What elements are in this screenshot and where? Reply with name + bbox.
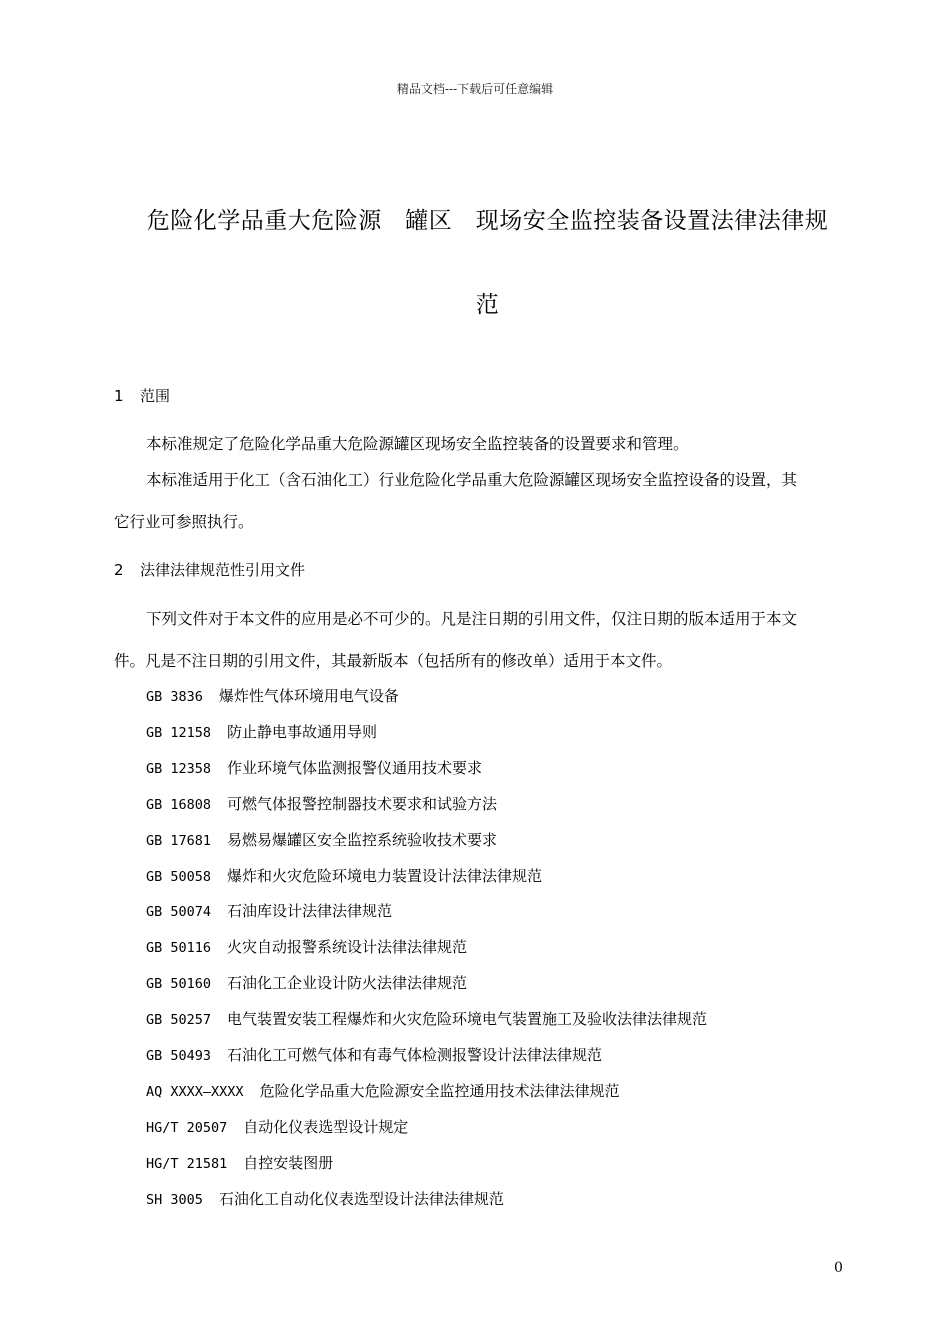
reference-item <box>146 758 482 779</box>
reference-code: HG/T 20507 <box>146 1119 228 1136</box>
reference-code: GB 50116 <box>146 940 212 957</box>
reference-code: GB 50074 <box>146 904 212 921</box>
reference-title: 石油化工可燃气体和有毒气体检测报警设计法律法律规范 <box>227 1046 603 1064</box>
page-header: 精品文档---下载后可任意编辑 <box>396 82 554 96</box>
reference-item <box>146 686 399 707</box>
reference-title: 火灾自动报警系统设计法律法律规范 <box>227 938 468 957</box>
reference-code: GB 16808 <box>146 796 212 813</box>
document-title-line1: 危险化学品重大危险源 罐区 现场安全监控装备设置法律法律规 <box>146 208 829 234</box>
paragraph-applicability-line1: 本标准适用于化工（含石油化工）行业危险化学品重大危险源罐区现场安全监控设备的设置，其 <box>146 471 798 489</box>
reference-title: 电气装置安装工程爆炸和火灾危险环境电气装置施工及验收法律法律规范 <box>227 1010 708 1029</box>
paragraph-references-line1: 下列文件对于本文件的应用是必不可少的。凡是注日期的引用文件，仅注日期的版本适用于本文 <box>146 610 798 628</box>
section-2-heading <box>114 560 305 580</box>
reference-item <box>146 1081 620 1102</box>
reference-code: SH 3005 <box>146 1191 203 1208</box>
reference-item <box>146 901 392 922</box>
reference-code: GB 3836 <box>146 689 203 705</box>
reference-title: 石油化工自动化仪表选型设计法律法律规范 <box>218 1189 504 1208</box>
reference-item <box>146 1009 707 1030</box>
reference-title: 爆炸和火灾危险环境电力装置设计法律法律规范 <box>227 866 543 885</box>
reference-code: HG/T 21581 <box>146 1155 228 1172</box>
reference-item <box>146 830 497 851</box>
reference-item <box>146 937 467 958</box>
reference-title: 石油库设计法律法律规范 <box>227 902 393 921</box>
reference-code: AQ XXXX—XXXX <box>146 1083 244 1100</box>
section-title: 范围 <box>140 387 171 405</box>
section-1-heading <box>114 386 170 406</box>
reference-item <box>146 1189 504 1210</box>
reference-title: 易燃易爆罐区安全监控系统验收技术要求 <box>227 830 498 849</box>
reference-code: GB 50058 <box>146 868 212 885</box>
paragraph-applicability-line2: 它行业可参照执行。 <box>114 513 254 531</box>
reference-item <box>146 1153 333 1174</box>
section-number: 1 <box>114 387 124 405</box>
reference-title: 爆炸性气体环境用电气设备 <box>218 687 399 705</box>
reference-title: 防止静电事故通用导则 <box>227 722 378 741</box>
reference-code: GB 12158 <box>146 724 212 741</box>
reference-item <box>146 973 467 994</box>
reference-item <box>146 866 542 887</box>
reference-code: GB 50257 <box>146 1012 212 1029</box>
reference-title: 可燃气体报警控制器技术要求和试验方法 <box>227 794 498 813</box>
reference-code: GB 50160 <box>146 976 212 993</box>
reference-title: 作业环境气体监测报警仪通用技术要求 <box>227 758 483 777</box>
reference-item <box>146 1045 602 1066</box>
reference-item <box>146 1117 408 1138</box>
document-title-line2: 范 <box>475 292 500 318</box>
reference-code: GB 17681 <box>146 832 212 849</box>
section-number: 2 <box>114 561 124 579</box>
reference-title: 自控安装图册 <box>243 1153 334 1172</box>
section-title: 法律法律规范性引用文件 <box>140 561 306 579</box>
page-number: 0 <box>834 1260 843 1276</box>
paragraph-references-line2: 件。凡是不注日期的引用文件，其最新版本（包括所有的修改单）适用于本文件。 <box>114 652 673 670</box>
reference-title: 危险化学品重大危险源安全监控通用技术法律法律规范 <box>259 1081 620 1100</box>
reference-item <box>146 722 377 743</box>
reference-title: 自动化仪表选型设计规定 <box>243 1117 409 1136</box>
reference-item <box>146 794 497 815</box>
paragraph-scope: 本标准规定了危险化学品重大危险源罐区现场安全监控装备的设置要求和管理。 <box>146 435 689 453</box>
reference-code: GB 12358 <box>146 760 212 777</box>
reference-code: GB 50493 <box>146 1048 212 1064</box>
reference-title: 石油化工企业设计防火法律法律规范 <box>227 974 468 993</box>
